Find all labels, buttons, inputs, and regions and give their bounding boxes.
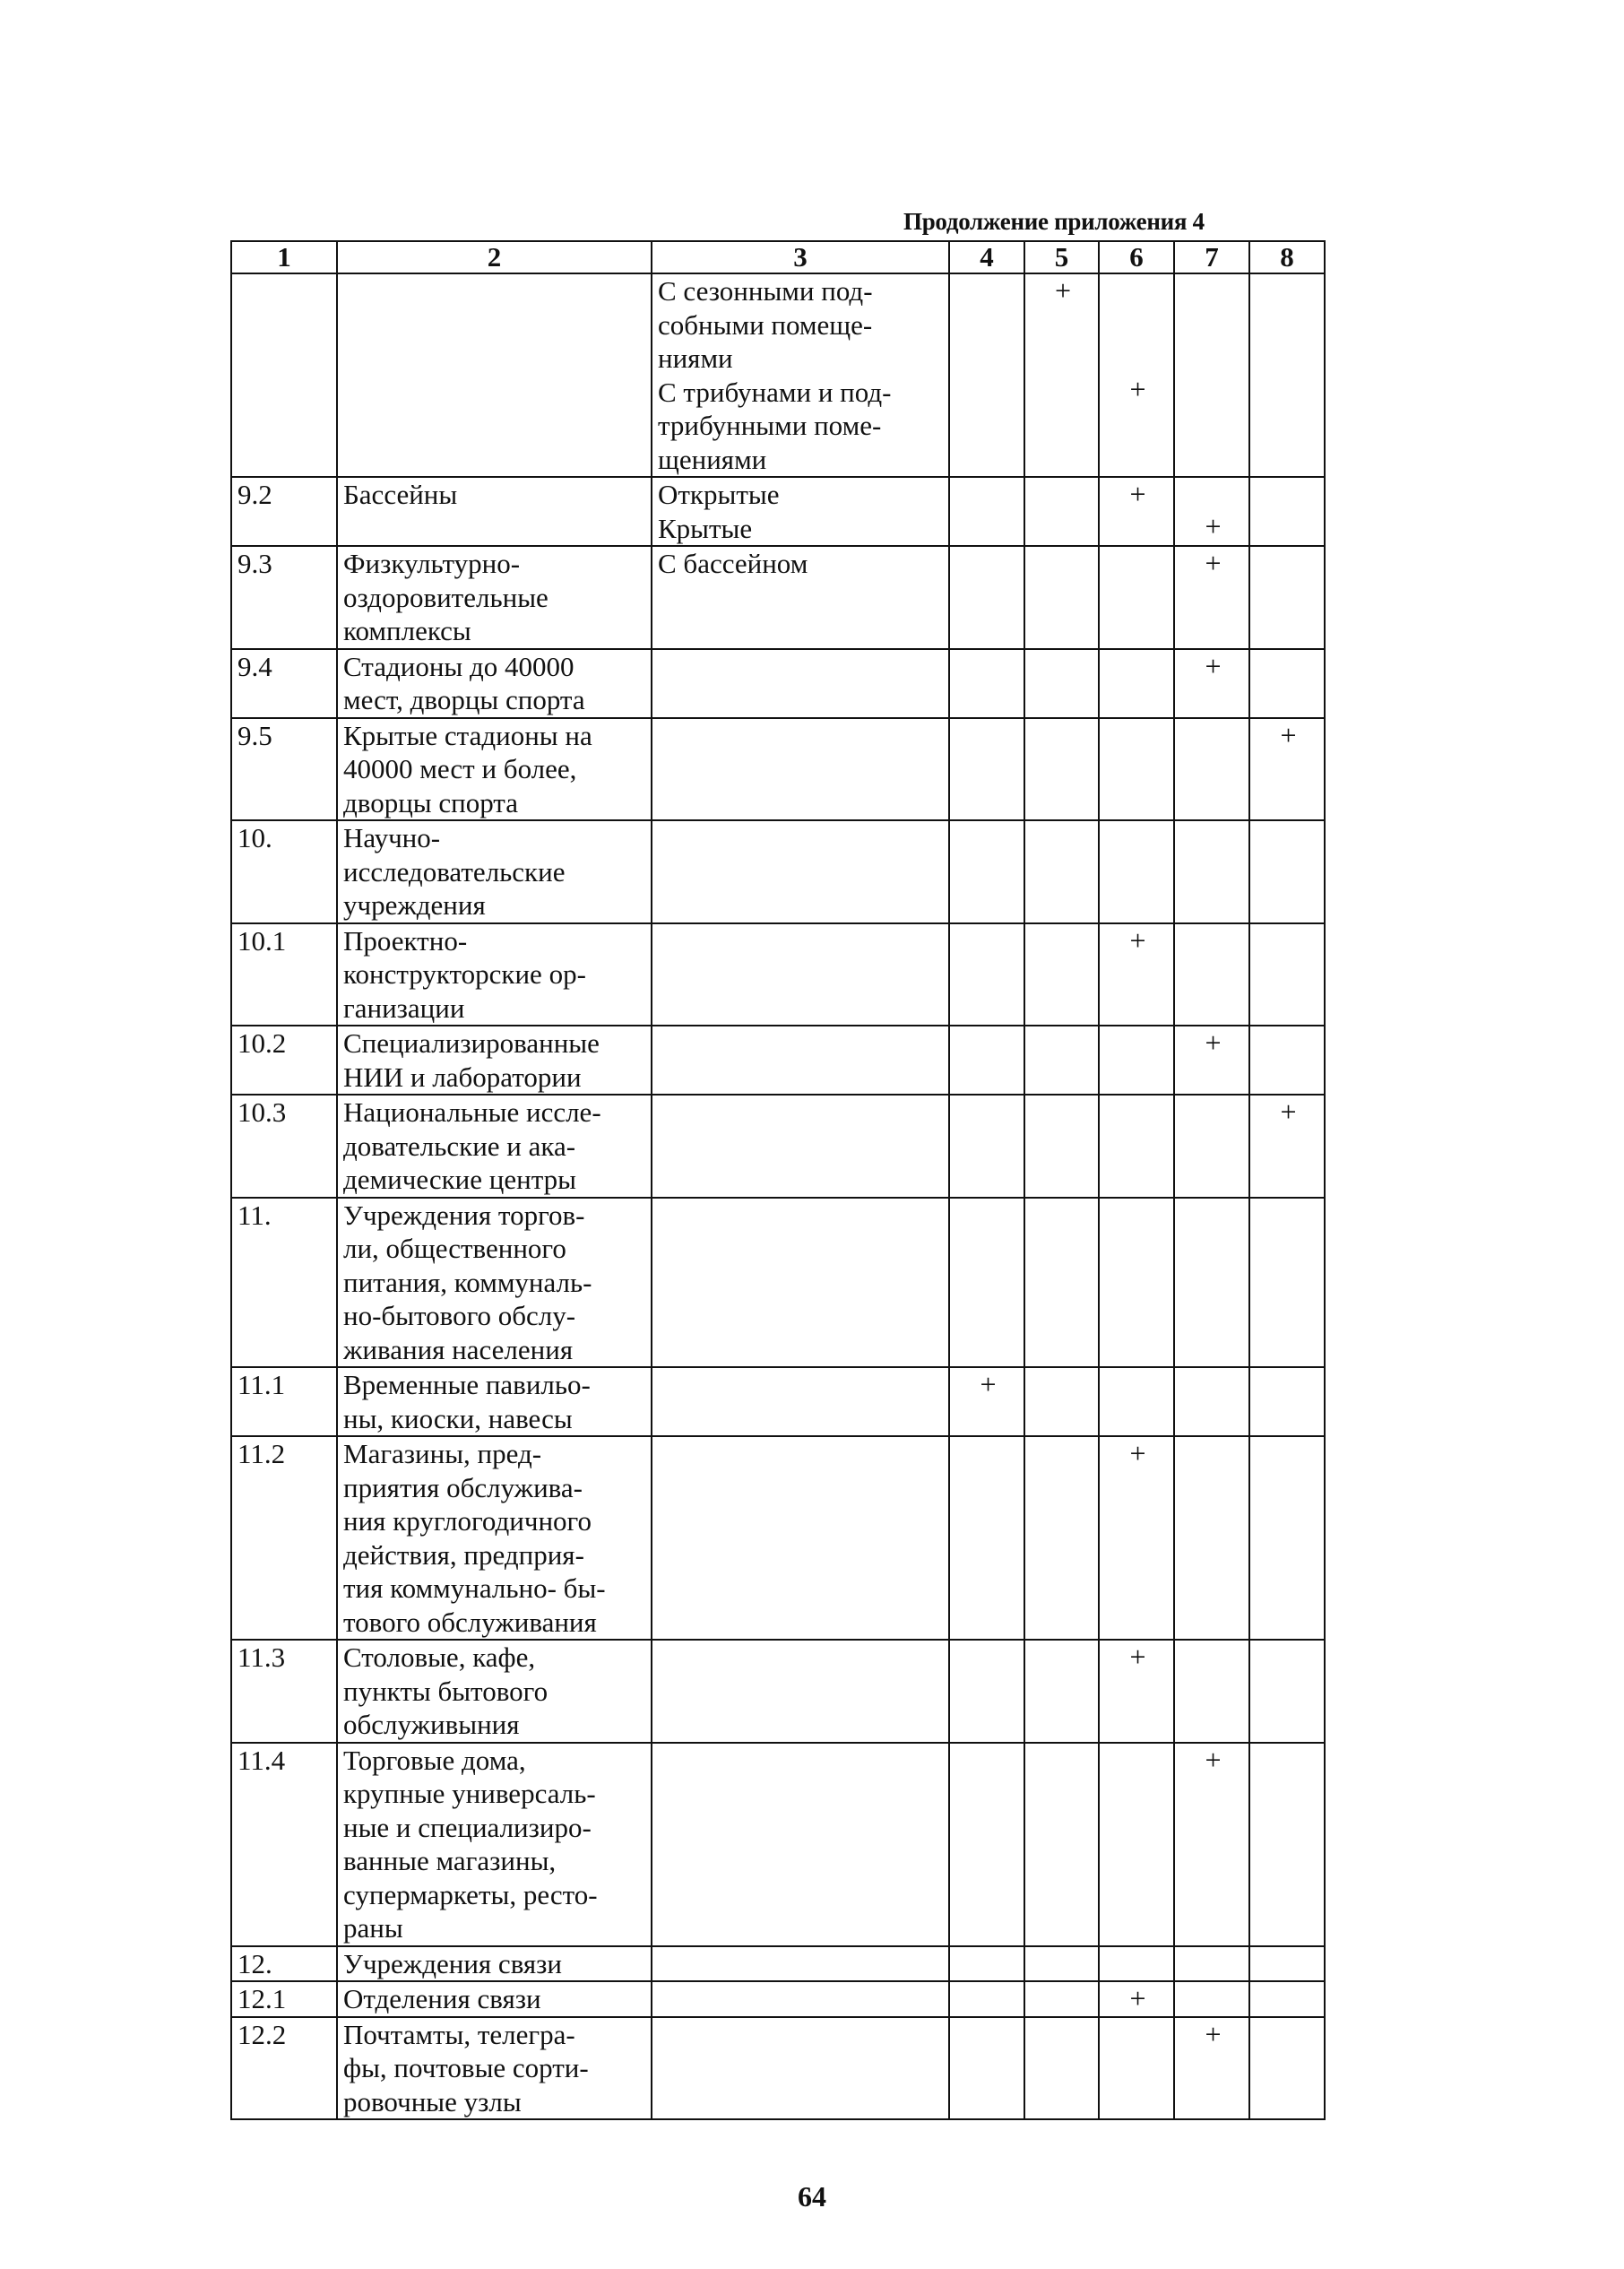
mark-cell-col-6 <box>1099 1095 1174 1198</box>
table-caption: Продолжение приложения 4 <box>903 208 1205 235</box>
mark-cell-col-4 <box>949 477 1024 546</box>
mark-cell-col-8 <box>1249 477 1325 546</box>
subtype-line: Крытые <box>658 512 753 544</box>
row-number: 10. <box>231 820 337 923</box>
mark-cell-col-5 <box>1024 1640 1099 1743</box>
mark-cell-col-8 <box>1249 1095 1325 1198</box>
mark-cell-col-8 <box>1249 1026 1325 1095</box>
subtype-cell <box>652 1640 949 1743</box>
mark-cell-col-4 <box>949 1743 1024 1946</box>
table-row <box>231 1946 1325 1982</box>
name-line: Проектно- <box>343 924 468 957</box>
mark-cell-col-8 <box>1249 2017 1325 2120</box>
building-type-name <box>337 1367 652 1436</box>
subtype-cell <box>652 718 949 821</box>
name-line: Столовые, кафе, <box>343 1641 536 1673</box>
column-number-3: 3 <box>652 241 949 273</box>
mark-cell-col-4 <box>949 820 1024 923</box>
name-line: ровочные узлы <box>343 2085 522 2117</box>
row-number: 9.4 <box>231 649 337 718</box>
mark-cell-col-7 <box>1174 1946 1249 1982</box>
row-number: 9.3 <box>231 546 337 649</box>
name-line: но-бытового обслу- <box>343 1300 576 1331</box>
table-row <box>231 546 1325 649</box>
row-number: 10.1 <box>231 923 337 1026</box>
mark-cell-col-6 <box>1099 1026 1174 1095</box>
subtype-cell <box>652 649 949 718</box>
subtype-cell <box>652 1743 949 1946</box>
mark-cell-col-8 <box>1249 273 1325 477</box>
mark-cell-col-7 <box>1174 649 1249 718</box>
subtype-line: С бассейном <box>658 548 808 579</box>
plus-mark: + <box>1129 478 1146 510</box>
mark-cell-col-5 <box>1024 1026 1099 1095</box>
column-number-8: 8 <box>1249 241 1325 273</box>
name-line: Бассейны <box>343 479 458 510</box>
name-line: раны <box>343 1912 403 1944</box>
mark-cell-col-6 <box>1099 1981 1174 2017</box>
mark-cell-col-7 <box>1174 1198 1249 1368</box>
building-type-name <box>337 718 652 821</box>
table-row <box>231 923 1325 1026</box>
name-line: дворцы спорта <box>343 786 518 818</box>
mark-cell-col-4 <box>949 1095 1024 1198</box>
column-number-6: 6 <box>1099 241 1174 273</box>
mark-cell-col-8 <box>1249 1367 1325 1436</box>
plus-mark: + <box>1129 923 1146 957</box>
plus-mark: + <box>1205 547 1222 579</box>
subtype-line: собными помеще- <box>658 308 873 341</box>
mark-cell-col-4 <box>949 1367 1024 1436</box>
name-line: оздоровительные <box>343 581 549 613</box>
column-number-2: 2 <box>337 241 652 273</box>
mark-cell-col-6 <box>1099 1367 1174 1436</box>
name-line: исследовательские <box>343 855 566 888</box>
row-number: 11.1 <box>231 1367 337 1436</box>
mark-cell-col-6 <box>1099 1436 1174 1640</box>
name-line: обслуживыния <box>343 1709 520 1740</box>
name-line: крупные универсаль- <box>343 1778 596 1809</box>
name-line: Магазины, пред- <box>343 1438 542 1469</box>
mark-cell-col-7 <box>1174 1981 1249 2017</box>
plus-mark: + <box>1280 1096 1297 1128</box>
subtype-line: щениями <box>658 443 767 475</box>
name-line: Почтамты, телегра- <box>343 2018 575 2050</box>
table-row <box>231 1198 1325 1368</box>
row-number: 12. <box>231 1946 337 1982</box>
row-number <box>231 273 337 477</box>
name-line: ванные магазины, <box>343 1845 557 1876</box>
name-line: приятия обслужива- <box>343 1471 583 1503</box>
subtype-cell <box>652 1981 949 2017</box>
name-line: довательские и ака- <box>343 1130 576 1162</box>
mark-cell-col-6 <box>1099 546 1174 649</box>
mark-cell-col-7 <box>1174 923 1249 1026</box>
subtype-cell <box>652 1026 949 1095</box>
subtype-line: ниями <box>658 342 733 374</box>
name-line: пункты бытового <box>343 1675 549 1707</box>
mark-cell-col-4 <box>949 2017 1024 2120</box>
table-row <box>231 477 1325 546</box>
name-line: тового обслуживания <box>343 1606 597 1638</box>
mark-cell-col-8 <box>1249 1743 1325 1946</box>
mark-cell-col-8 <box>1249 1640 1325 1743</box>
mark-cell-col-7 <box>1174 2017 1249 2120</box>
building-type-name <box>337 923 652 1026</box>
subtype-cell <box>652 820 949 923</box>
mark-cell-col-4 <box>949 1436 1024 1640</box>
subtype-line: С трибунами и под- <box>658 376 892 408</box>
mark-cell-col-7 <box>1174 1095 1249 1198</box>
subtype-cell <box>652 1436 949 1640</box>
mark-cell-col-7 <box>1174 1026 1249 1095</box>
building-type-name <box>337 273 652 477</box>
plus-mark: + <box>1280 718 1297 751</box>
table-row <box>231 1640 1325 1743</box>
table-row <box>231 1436 1325 1640</box>
mark-cell-col-6 <box>1099 2017 1174 2120</box>
table-row <box>231 273 1325 477</box>
row-number: 10.3 <box>231 1095 337 1198</box>
mark-cell-col-5 <box>1024 649 1099 718</box>
appendix-table <box>230 240 1326 2120</box>
column-number-4: 4 <box>949 241 1024 273</box>
table-row <box>231 820 1325 923</box>
mark-cell-col-5 <box>1024 820 1099 923</box>
mark-cell-col-5 <box>1024 1095 1099 1198</box>
row-number: 11.2 <box>231 1436 337 1640</box>
mark-cell-col-4 <box>949 1640 1024 1743</box>
subtype-cell <box>652 1095 949 1198</box>
subtype-cell <box>652 546 949 649</box>
mark-cell-col-8 <box>1249 649 1325 718</box>
name-line: Специализированные <box>343 1027 600 1059</box>
mark-cell-col-5 <box>1024 477 1099 546</box>
table-row <box>231 1981 1325 2017</box>
plus-mark: + <box>1205 649 1222 682</box>
mark-cell-col-7 <box>1174 718 1249 821</box>
mark-cell-col-8 <box>1249 1198 1325 1368</box>
mark-cell-col-6 <box>1099 1198 1174 1368</box>
subtype-cell <box>652 923 949 1026</box>
mark-cell-col-4 <box>949 546 1024 649</box>
building-type-name <box>337 1743 652 1946</box>
name-line: учреждения <box>343 889 486 921</box>
subtype-cell <box>652 273 949 477</box>
mark-cell-col-5 <box>1024 718 1099 821</box>
name-line: Национальные иссле- <box>343 1096 601 1128</box>
table-body <box>231 273 1325 2119</box>
mark-cell-col-4 <box>949 649 1024 718</box>
name-line: питания, коммуналь- <box>343 1266 592 1298</box>
mark-cell-col-6 <box>1099 1640 1174 1743</box>
mark-cell-col-7 <box>1174 820 1249 923</box>
mark-cell-col-8 <box>1249 1436 1325 1640</box>
mark-cell-col-6 <box>1099 718 1174 821</box>
name-line: 40000 мест и более, <box>343 753 577 784</box>
mark-cell-col-5 <box>1024 1946 1099 1982</box>
name-line: демические центры <box>343 1164 576 1195</box>
building-type-name <box>337 546 652 649</box>
row-number: 11. <box>231 1198 337 1368</box>
mark-cell-col-5 <box>1024 1436 1099 1640</box>
building-type-name <box>337 820 652 923</box>
name-line: ли, общественного <box>343 1233 566 1264</box>
subtype-cell <box>652 1367 949 1436</box>
mark-cell-col-7 <box>1174 477 1249 546</box>
mark-cell-col-4 <box>949 923 1024 1026</box>
building-type-name <box>337 649 652 718</box>
subtype-line: Открытые <box>658 479 780 510</box>
name-line: Крытые стадионы на <box>343 719 592 751</box>
subtype-cell <box>652 1198 949 1368</box>
plus-mark: + <box>1205 1026 1222 1059</box>
mark-cell-col-4 <box>949 1026 1024 1095</box>
mark-cell-col-4 <box>949 1198 1024 1368</box>
building-type-name <box>337 1436 652 1640</box>
building-type-name <box>337 477 652 546</box>
mark-cell-col-7 <box>1174 1436 1249 1640</box>
row-number: 10.2 <box>231 1026 337 1095</box>
name-line: Стадионы до 40000 <box>343 650 574 682</box>
subtype-line: С сезонными под- <box>658 275 873 307</box>
page-number: 64 <box>798 2180 826 2213</box>
column-number-1: 1 <box>231 241 337 273</box>
name-line: Учреждения торгов- <box>343 1199 585 1231</box>
name-line: Учреждения связи <box>343 1947 563 1979</box>
subtype-cell <box>652 477 949 546</box>
column-number-row <box>231 241 1325 273</box>
plus-mark: + <box>1205 2017 1222 2050</box>
name-line: Торговые дома, <box>343 1744 526 1776</box>
mark-cell-col-8 <box>1249 546 1325 649</box>
building-type-name <box>337 1946 652 1982</box>
name-line: комплексы <box>343 615 471 646</box>
subtype-cell <box>652 2017 949 2120</box>
plus-mark: + <box>1205 1743 1222 1776</box>
mark-cell-col-6 <box>1099 477 1174 546</box>
mark-cell-col-7 <box>1174 1367 1249 1436</box>
name-line: супермаркеты, ресто- <box>343 1878 598 1910</box>
row-number: 9.5 <box>231 718 337 821</box>
mark-cell-col-5 <box>1024 546 1099 649</box>
name-line: тия коммунально- бы- <box>343 1572 606 1604</box>
mark-cell-col-8 <box>1249 1946 1325 1982</box>
column-number-5: 5 <box>1024 241 1099 273</box>
mark-cell-col-8 <box>1249 1981 1325 2017</box>
name-line: ганизации <box>343 992 465 1024</box>
column-number-7: 7 <box>1174 241 1249 273</box>
row-number: 11.3 <box>231 1640 337 1743</box>
mark-cell-col-5 <box>1024 1981 1099 2017</box>
table-row <box>231 718 1325 821</box>
building-type-name <box>337 1640 652 1743</box>
row-number: 11.4 <box>231 1743 337 1946</box>
name-line: действия, предприя- <box>343 1538 584 1571</box>
name-line: фы, почтовые сорти- <box>343 2052 589 2083</box>
mark-cell-col-5 <box>1024 273 1099 477</box>
mark-cell-col-6 <box>1099 273 1174 477</box>
name-line: ные и специализиро- <box>343 1811 592 1843</box>
table-row <box>231 2017 1325 2120</box>
mark-cell-col-6 <box>1099 649 1174 718</box>
plus-mark: + <box>1129 373 1146 405</box>
name-line: Отделения связи <box>343 1983 541 2014</box>
mark-cell-col-4 <box>949 718 1024 821</box>
mark-cell-col-4 <box>949 1981 1024 2017</box>
mark-cell-col-8 <box>1249 820 1325 923</box>
name-line: Временные павильо- <box>343 1369 591 1400</box>
building-type-name <box>337 1026 652 1095</box>
subtype-cell <box>652 1946 949 1982</box>
plus-mark: + <box>1129 1437 1146 1469</box>
name-line: Научно- <box>343 822 441 853</box>
mark-cell-col-7 <box>1174 1640 1249 1743</box>
table-row <box>231 1743 1325 1946</box>
name-line: ны, киоски, навесы <box>343 1402 573 1434</box>
plus-mark: + <box>1129 1641 1146 1673</box>
mark-cell-col-7 <box>1174 273 1249 477</box>
mark-cell-col-5 <box>1024 1367 1099 1436</box>
building-type-name <box>337 1981 652 2017</box>
mark-cell-col-7 <box>1174 546 1249 649</box>
mark-cell-col-8 <box>1249 718 1325 821</box>
plus-mark: + <box>1205 510 1222 542</box>
building-type-name <box>337 1198 652 1368</box>
table-row <box>231 649 1325 718</box>
mark-cell-col-4 <box>949 273 1024 477</box>
plus-mark: + <box>1129 1982 1146 2014</box>
name-line: конструкторские ор- <box>343 958 586 990</box>
row-number: 12.2 <box>231 2017 337 2120</box>
table-row <box>231 1367 1325 1436</box>
table-row <box>231 1095 1325 1198</box>
mark-cell-col-4 <box>949 1946 1024 1982</box>
name-line: мест, дворцы спорта <box>343 684 585 715</box>
subtype-line: трибунными поме- <box>658 410 882 441</box>
row-number: 12.1 <box>231 1981 337 2017</box>
mark-cell-col-5 <box>1024 2017 1099 2120</box>
building-type-name <box>337 1095 652 1198</box>
mark-cell-col-8 <box>1249 923 1325 1026</box>
table-row <box>231 1026 1325 1095</box>
mark-cell-col-5 <box>1024 923 1099 1026</box>
plus-mark: + <box>1054 274 1072 307</box>
mark-cell-col-6 <box>1099 1743 1174 1946</box>
building-type-name <box>337 2017 652 2120</box>
name-line: живания населения <box>343 1333 574 1365</box>
plus-mark: + <box>980 1368 997 1400</box>
mark-cell-col-6 <box>1099 923 1174 1026</box>
mark-cell-col-5 <box>1024 1198 1099 1368</box>
name-line: Физкультурно- <box>343 548 521 579</box>
mark-cell-col-6 <box>1099 1946 1174 1982</box>
name-line: ния круглогодичного <box>343 1505 592 1537</box>
mark-cell-col-6 <box>1099 820 1174 923</box>
row-number: 9.2 <box>231 477 337 546</box>
mark-cell-col-5 <box>1024 1743 1099 1946</box>
mark-cell-col-7 <box>1174 1743 1249 1946</box>
name-line: НИИ и лаборатории <box>343 1061 582 1093</box>
